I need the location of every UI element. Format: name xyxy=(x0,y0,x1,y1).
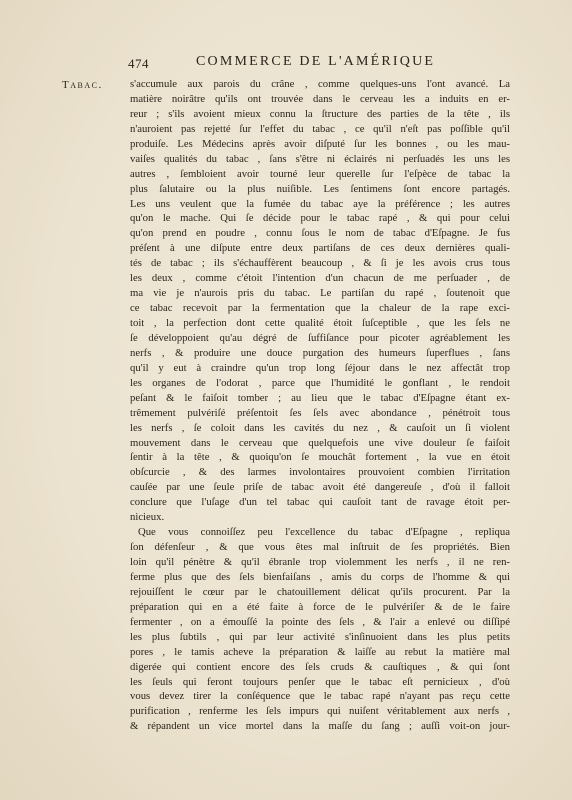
text-line: qu'il y eut à craindre qu'un trop long ſéjour dans le nez affectât trop xyxy=(130,361,510,374)
text-line: matière noirâtre qu'ils ont trouvée dans le cerveau les a induits en er- xyxy=(130,92,510,105)
page-number: 474 xyxy=(128,56,149,71)
text-line: qu'on le mache. Qui ſe décide pour le tabac rapé , & qui pour celui xyxy=(130,212,510,225)
text-line: vaiſes qualités du tabac , ſans s'être ni éclairés ni perſuadés les uns les xyxy=(130,152,510,165)
text-line: digerée qui contient encore des ſels cruds & cauſtiques , & qui ſont xyxy=(130,660,510,673)
text-line: qu'on prend en poudre , connu ſous le nom de tabac d'Eſpagne. Je fus xyxy=(130,227,510,240)
running-title: COMMERCE DE L'AMÉRIQUE xyxy=(196,54,436,69)
text-line: Les uns veulent que la fumée du tabac aye la préférence ; les autres xyxy=(130,197,510,210)
text-line: les organes de l'odorat , parce que l'humidité le gonflant , le rendoit xyxy=(130,376,510,389)
text-line: ce tabac recevoit par la fermentation que la chaleur de la rape exci- xyxy=(130,302,510,315)
text-line: trêmement pulvériſé préſentoit ſes ſels avec abondance , pénétroit tous xyxy=(130,406,510,419)
text-line: s'accumule aux parois du crâne , comme quelques-uns l'ont avancé. La xyxy=(130,78,510,90)
text-line: cauſée par une ſeule priſe de tabac avoit été dangereuſe , d'où il falloit xyxy=(130,481,510,494)
text-line: ferme plus que des ſels bienfaiſans , amis du corps de l'homme & qui xyxy=(130,570,510,583)
text-line: les plus ſubtils , qui par leur activité s'inſinuoient dans les plus petits xyxy=(130,630,510,643)
text-line: ſentir à la tête , & quoiqu'on ſe mouchât fortement , la vue en étoit xyxy=(130,451,510,464)
text-line: n'auroient pas rejetté ſur l'effet du tabac , ce qu'il n'eſt pas poſſible qu'il xyxy=(130,122,510,135)
text-line: reur ; s'ils avoient mieux connu la ſtructure des parties de la tête , ils xyxy=(130,107,510,120)
text-line: toit , la perfection dont cette qualité étoit ſuſceptible , que les ſels ne xyxy=(130,317,510,329)
text-line: peſant & le faiſoit tomber ; au lieu que le tabac d'Eſpagne étant ex- xyxy=(130,391,510,404)
text-line: purification , renferme les ſels impurs qui nuiſent véritablement aux nerfs , xyxy=(130,705,510,718)
text-line: produiſe. Les Médecins après avoir diſputé ſur les bonnes , ou les mau- xyxy=(130,137,510,150)
text-line: mouvement dans le cerveau que quelquefois une vive douleur ſe faiſoit xyxy=(130,436,510,449)
text-line: loin qu'il pénètre & qu'il ébranle trop violemment les nerfs , il ne ren- xyxy=(130,556,510,568)
text-line: pores , le tamis acheve la préparation & laiſſe au rebut la matière mal xyxy=(130,645,510,658)
text-line: les nerfs , ſe coloit dans les cavités du nez , & cauſoit un ſi violent xyxy=(130,421,510,434)
text-line: Que vous connoiſſez peu l'excellence du tabac d'Eſpagne , repliqua xyxy=(138,526,510,539)
margin-note: Tabac. xyxy=(62,79,103,91)
text-line: conclure que l'uſage d'un tel tabac qui cauſoit tant de ravage étoit per- xyxy=(130,496,510,509)
text-line: préſent à une diſpute entre deux partiſans de ces deux dernières quali- xyxy=(130,242,510,255)
text-line: nerfs , & produire une douce purgation des humeurs ſuperflues , ſans xyxy=(130,346,510,359)
page-header xyxy=(0,52,572,72)
text-line: ſe développoient qu'au dégré de ſuffiſance pour picoter agréablement les xyxy=(130,331,510,344)
text-line: les deux , comme c'étoit l'intention d'un chacun de me perſuader , de xyxy=(130,272,510,285)
text-line: les ſeuls qui feront toujours penſer que le tabac eſt pernicieux , d'où xyxy=(130,675,510,688)
text-line: ſon défenſeur , & que vous êtes mal inſtruit de ſes propriétés. Bien xyxy=(130,541,510,554)
body-text xyxy=(130,77,510,734)
text-line: fermenter , on a émouſſé la pointe des ſels , & l'air a enlevé ou diſſipé xyxy=(130,615,510,628)
text-line: tés de tabac ; ils s'échauffèrent beaucoup , & ſi je les avois crus tous xyxy=(130,257,510,270)
text-line: vous devez tirer la conſéquence que le tabac rapé n'ayant pas reçu cette xyxy=(130,690,510,703)
text-line: rejouiſſent le cœur par le chatouillement délicat qu'ils procurent. Par la xyxy=(130,585,510,598)
text-line: autres , ſembloient avoir tourné leur querelle ſur l'eſpèce de tabac la xyxy=(130,167,510,180)
text-line: préparation qui en a été faite à force de le pulvériſer & de le faire xyxy=(130,600,510,613)
text-line: nicieux. xyxy=(130,511,165,524)
text-line: plus ſalutaire ou la plus nuiſible. Les ſentimens ſont encore partagés. xyxy=(130,182,510,195)
text-line: ma vie je n'aurois pris du tabac. Le partiſan du rapé , ſoutenoit que xyxy=(130,287,510,300)
text-line: obſcurcie , & des larmes involontaires prouvoient combien l'irritation xyxy=(130,466,510,479)
text-line: & répandent un vice mortel dans la maſſe du ſang ; auſſi voit-on jour- xyxy=(130,720,510,733)
